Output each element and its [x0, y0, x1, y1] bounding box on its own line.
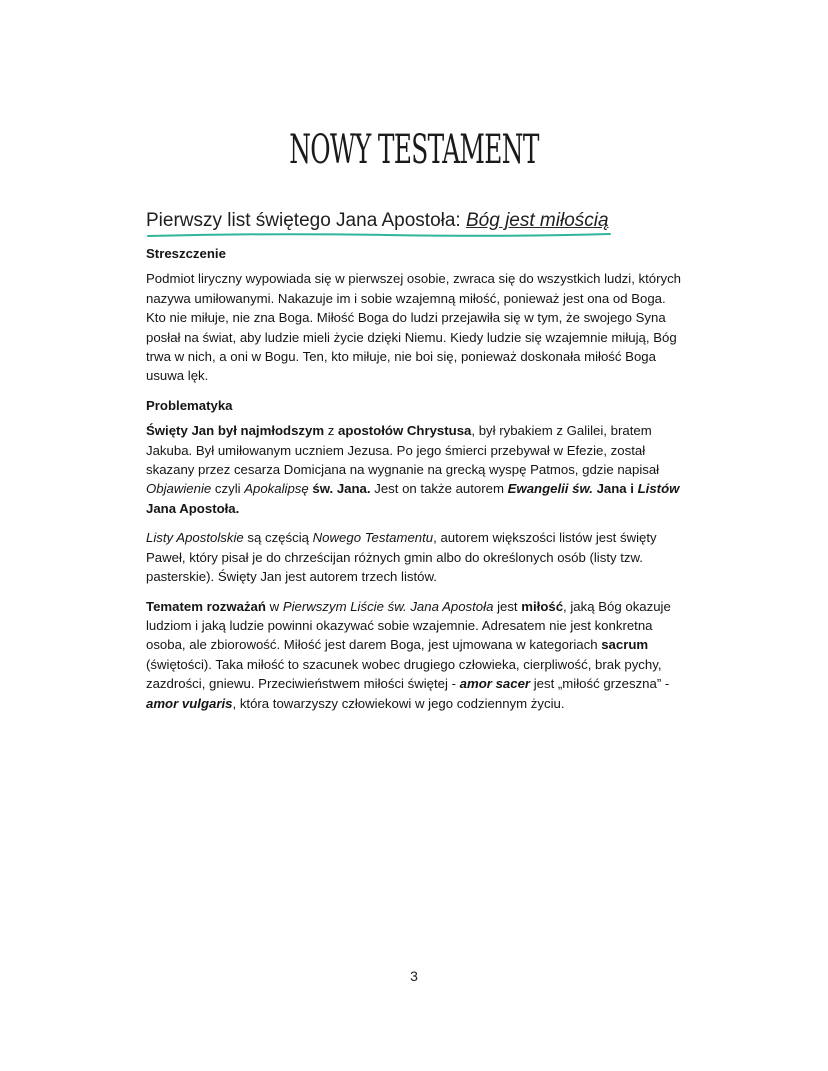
p1-text-2: , był rybakiem z Galilei, bratem Jakuba. Był umiłowanym uczniem Jezusa. Po jego śmierci przebywał w Efezie, został skazany przez cesarza Domicjana na wygnanie na grecką wyspę Patmos, gdzie napisał	[146, 423, 660, 478]
p2-text-1: są częścią	[243, 530, 313, 546]
problems-paragraph-1	[146, 421, 686, 518]
summary-heading: Streszczenie	[146, 246, 226, 261]
p3-text-6: , która towarzyszy człowiekowi w jego codziennym życiu.	[232, 695, 565, 711]
highlight-underline	[146, 232, 612, 238]
page-title: NOWY TESTAMENT	[289, 126, 539, 173]
p3-bold-1: Tematem rozważań	[146, 598, 266, 614]
p3-bolditalic-1: amor sacer	[459, 676, 531, 692]
p1-bold-5: Jana Apostoła.	[146, 500, 240, 516]
p3-text-2: jest	[493, 598, 522, 614]
p3-text-4: (świętości). Taka miłość to szacunek wobec drugiego człowieka, cierpliwość, brak pychy, zazdrości, gniewu. Przeciwieństwem miłości świętej -	[146, 656, 662, 692]
section-title-italic: Bóg jest miłością	[466, 210, 609, 231]
p2-text-2: , autorem większości listów jest święty Paweł, który pisał je do chrześcijan różnych gmin albo do określonych osób (listy tzw. pasterskie). Święty Jan jest autorem trzech listów.	[146, 530, 657, 585]
p1-bolditalic-2: Listów	[637, 481, 680, 497]
problems-paragraph-2	[146, 528, 686, 586]
p1-bold-3: św. Jana.	[308, 481, 371, 497]
p2-italic-1: Listy Apostolskie	[146, 530, 244, 546]
p1-bolditalic-1: Ewangelii św.	[507, 481, 593, 497]
p1-text-1: z	[324, 423, 339, 439]
p3-italic-1: Pierwszym Liście św. Jana Apostoła	[282, 598, 494, 614]
problems-heading: Problematyka	[146, 397, 233, 413]
section-title	[146, 210, 609, 232]
document-body	[146, 244, 686, 723]
p1-italic-1: Objawienie	[146, 481, 212, 497]
p1-italic-2: Apokalipsę	[244, 481, 309, 497]
p1-text-4: Jest on także autorem	[370, 481, 508, 497]
p3-bold-3: sacrum	[601, 637, 649, 653]
p3-text-1: w	[265, 598, 283, 614]
section-title-normal: Pierwszy list świętego Jana Apostoła:	[146, 210, 466, 231]
p3-bolditalic-2: amor vulgaris	[146, 695, 233, 711]
p3-text-3: , jaką Bóg okazuje ludziom i jaką ludzie powinni okazywać sobie wzajemnie. Adresatem nie jest konkretna osoba, ale zbiorowość. Miłość jest darem Boga, jest ujmowana w kategoriach	[146, 598, 671, 653]
p2-italic-2: Nowego Testamentu	[312, 530, 434, 546]
p1-bold-4: Jana i	[592, 481, 638, 497]
problems-paragraph-3	[146, 597, 686, 713]
p1-bold-1: Święty Jan był najmłodszym	[146, 423, 325, 439]
summary-paragraph: Podmiot liryczny wypowiada się w pierwszej osobie, zwraca się do wszystkich ludzi, których nazywa umiłowanymi. Nakazuje im i sobie wzajemną miłość, ponieważ jest ona od Boga. Kto nie miłuje, nie zna Boga. Miłość Boga do ludzi przejawiła się w tym, że swojego Syna posłał na świat, aby ludzie mieli życie dzięki Niemu. Kiedy ludzie się wzajemnie miłują, Bóg trwa w nich, a oni w Bogu. Ten, kto miłuje, nie boi się, ponieważ doskonała miłość Boga usuwa lęk.	[146, 271, 682, 384]
page-number: 3	[410, 968, 418, 984]
p1-text-3: czyli	[211, 481, 245, 497]
p3-bold-2: miłość	[521, 598, 564, 614]
p1-bold-2: apostołów Chrystusa	[338, 423, 472, 439]
p3-text-5: jest „miłość grzeszna” -	[530, 676, 670, 692]
